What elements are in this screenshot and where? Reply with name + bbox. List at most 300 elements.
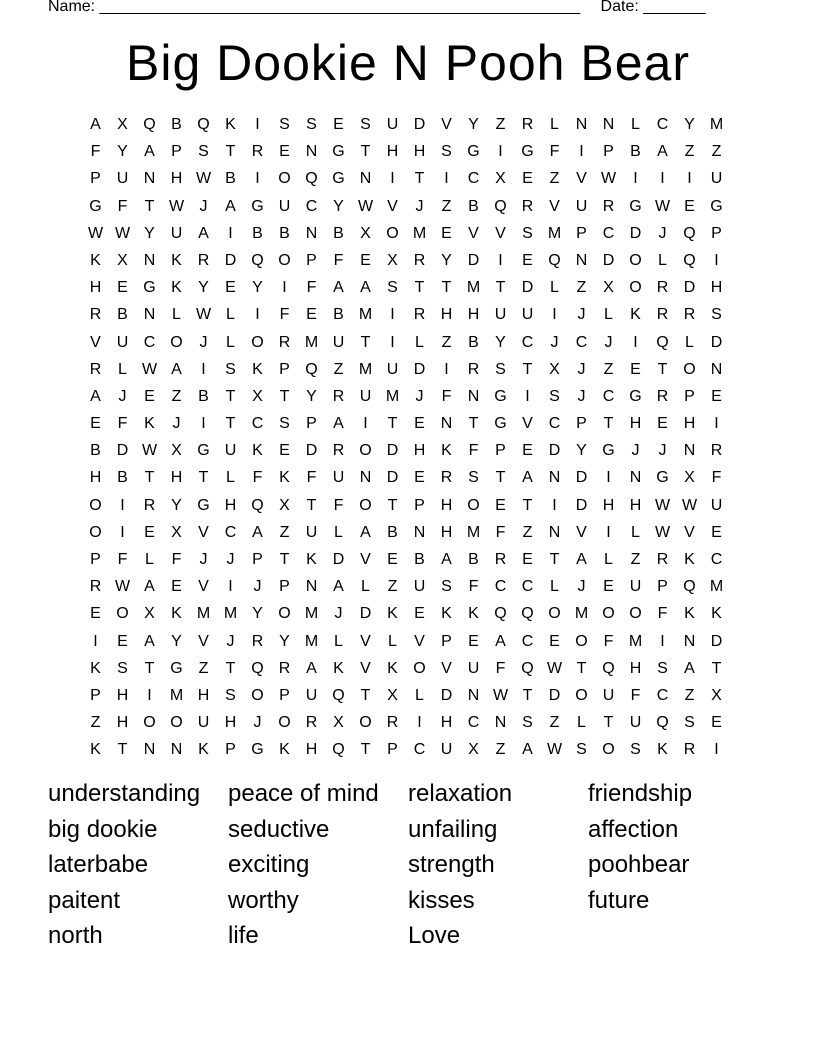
- grid-letter: M: [709, 116, 724, 133]
- grid-letter: V: [576, 523, 587, 541]
- grid-letter: M: [223, 605, 238, 623]
- grid-letter: S: [225, 686, 236, 704]
- grid-letter: F: [279, 306, 290, 324]
- grid-letter: F: [306, 469, 317, 487]
- grid-letter: N: [629, 469, 642, 487]
- grid-letter: Z: [684, 143, 695, 161]
- grid-letter: K: [684, 605, 695, 623]
- grid-letter: L: [550, 116, 559, 133]
- grid-letter: S: [711, 306, 722, 324]
- grid-letter: N: [548, 523, 561, 541]
- word-list-item: strength: [408, 851, 495, 879]
- grid-letter: P: [684, 387, 695, 405]
- grid-letter: Q: [332, 686, 345, 704]
- grid-letter: A: [225, 197, 236, 215]
- grid-letter: S: [387, 279, 398, 297]
- grid-letter: C: [494, 578, 507, 596]
- grid-letter: A: [522, 469, 533, 487]
- grid-letter: Q: [197, 116, 210, 133]
- grid-letter: X: [333, 714, 344, 732]
- grid-letter: X: [117, 116, 128, 133]
- grid-letter: L: [172, 306, 181, 324]
- grid-letter: C: [467, 170, 480, 188]
- grid-letter: L: [334, 632, 343, 650]
- grid-letter: X: [495, 170, 506, 188]
- word-list-item: poohbear: [588, 851, 690, 879]
- grid-letter: R: [278, 659, 291, 677]
- grid-letter: K: [387, 659, 398, 677]
- grid-letter: M: [304, 605, 319, 623]
- grid-letter: P: [414, 496, 425, 514]
- grid-letter: B: [387, 523, 398, 541]
- grid-letter: P: [576, 415, 587, 433]
- grid-letter: E: [144, 387, 155, 405]
- grid-letter: Y: [198, 279, 209, 297]
- grid-letter: C: [656, 116, 669, 133]
- grid-letter: W: [114, 578, 131, 596]
- grid-letter: Y: [468, 116, 479, 133]
- grid-letter: N: [467, 387, 480, 405]
- grid-letter: Q: [251, 496, 264, 514]
- grid-letter: K: [144, 415, 155, 433]
- grid-letter: I: [633, 170, 638, 188]
- grid-letter: N: [143, 170, 156, 188]
- grid-letter: U: [170, 224, 183, 242]
- grid-letter: Y: [441, 251, 452, 269]
- grid-letter: D: [332, 551, 345, 568]
- grid-letter: J: [577, 578, 586, 596]
- grid-letter: S: [657, 659, 668, 677]
- grid-letter: E: [387, 551, 398, 568]
- grid-letter: Z: [576, 279, 587, 297]
- grid-letter: D: [413, 116, 426, 133]
- grid-letter: U: [413, 578, 426, 596]
- grid-letter: T: [495, 279, 506, 297]
- grid-letter: O: [170, 714, 183, 732]
- grid-letter: C: [710, 551, 723, 568]
- grid-letter: W: [654, 496, 671, 514]
- grid-letter: O: [359, 714, 372, 732]
- grid-letter: M: [412, 224, 427, 242]
- grid-letter: C: [602, 387, 615, 405]
- grid-letter: U: [575, 197, 588, 215]
- grid-letter: X: [711, 686, 722, 704]
- grid-letter: A: [333, 415, 344, 433]
- grid-letter: G: [602, 442, 615, 460]
- grid-letter: I: [417, 714, 422, 732]
- grid-letter: V: [198, 523, 209, 541]
- word-list-item: understanding: [48, 780, 201, 807]
- grid-letter: R: [251, 632, 264, 650]
- grid-letter: G: [467, 143, 480, 161]
- grid-letter: I: [255, 306, 260, 324]
- word-list: [48, 776, 768, 954]
- grid-letter: E: [117, 279, 128, 297]
- grid-letter: P: [441, 632, 452, 650]
- grid-letter: L: [604, 551, 613, 568]
- grid-letter: J: [577, 360, 586, 378]
- grid-letter: K: [171, 251, 182, 269]
- grid-letter: Y: [144, 224, 155, 242]
- grid-letter: A: [360, 523, 371, 541]
- grid-letter: E: [414, 469, 425, 487]
- grid-letter: U: [359, 387, 372, 405]
- grid-letter: L: [226, 469, 235, 487]
- grid-letter: X: [279, 496, 290, 514]
- grid-letter: D: [548, 686, 561, 704]
- grid-letter: U: [710, 496, 723, 514]
- grid-letter: R: [494, 551, 507, 568]
- grid-letter: O: [629, 605, 642, 623]
- grid-letter: U: [710, 170, 723, 188]
- grid-letter: J: [172, 415, 181, 433]
- grid-letter: T: [468, 415, 479, 433]
- grid-letter: B: [117, 306, 128, 324]
- grid-letter: F: [117, 551, 128, 568]
- grid-letter: O: [602, 605, 615, 623]
- grid-letter: U: [116, 333, 129, 351]
- grid-letter: T: [225, 143, 236, 161]
- grid-letter: C: [656, 686, 669, 704]
- grid-letter: A: [495, 632, 506, 650]
- grid-letter: X: [387, 251, 398, 269]
- grid-letter: T: [360, 741, 371, 759]
- grid-letter: C: [305, 197, 318, 215]
- grid-letter: G: [710, 197, 723, 215]
- grid-letter: X: [468, 741, 479, 759]
- grid-letter: H: [305, 741, 318, 759]
- grid-letter: I: [579, 143, 584, 161]
- grid-letter: B: [630, 143, 641, 161]
- grid-letter: L: [388, 632, 397, 650]
- grid-letter: P: [306, 415, 317, 433]
- grid-letter: K: [279, 469, 290, 487]
- word-list-item: worthy: [228, 886, 299, 914]
- grid-letter: R: [413, 251, 426, 269]
- grid-letter: H: [89, 469, 102, 487]
- grid-letter: S: [306, 116, 317, 133]
- grid-letter: Q: [521, 659, 534, 677]
- grid-letter: V: [414, 632, 425, 650]
- grid-letter: I: [390, 306, 395, 324]
- grid-letter: O: [116, 605, 129, 623]
- grid-letter: I: [282, 279, 287, 297]
- grid-letter: D: [386, 469, 399, 487]
- grid-letter: U: [224, 442, 237, 460]
- grid-letter: C: [548, 415, 561, 433]
- grid-letter: V: [360, 659, 371, 677]
- grid-letter: Z: [333, 360, 344, 378]
- grid-letter: Y: [576, 442, 587, 460]
- grid-letter: P: [90, 686, 101, 704]
- grid-letter: L: [631, 116, 640, 133]
- grid-letter: A: [252, 523, 263, 541]
- grid-letter: M: [628, 632, 643, 650]
- grid-letter: V: [495, 224, 506, 242]
- grid-letter: E: [657, 415, 668, 433]
- grid-letter: I: [363, 415, 368, 433]
- grid-letter: H: [710, 279, 723, 297]
- grid-letter: V: [522, 415, 533, 433]
- grid-letter: O: [170, 333, 183, 351]
- grid-letter: W: [114, 224, 131, 242]
- grid-letter: R: [440, 469, 453, 487]
- grid-letter: T: [387, 496, 398, 514]
- grid-letter: I: [390, 333, 395, 351]
- grid-letter: H: [602, 496, 615, 514]
- grid-letter: V: [90, 333, 101, 351]
- grid-letter: U: [278, 197, 291, 215]
- grid-letter: L: [415, 333, 424, 351]
- grid-letter: N: [710, 360, 723, 378]
- grid-letter: U: [116, 170, 129, 188]
- grid-letter: N: [602, 116, 615, 133]
- grid-letter: J: [415, 197, 424, 215]
- grid-letter: E: [90, 605, 101, 623]
- grid-letter: B: [468, 197, 479, 215]
- grid-letter: G: [143, 279, 156, 297]
- grid-letter: J: [226, 632, 235, 650]
- grid-letter: C: [467, 714, 480, 732]
- grid-letter: R: [89, 306, 102, 324]
- grid-letter: K: [441, 442, 452, 460]
- grid-letter: U: [629, 578, 642, 596]
- grid-letter: O: [413, 659, 426, 677]
- grid-letter: P: [225, 741, 236, 759]
- word-list-item: paitent: [48, 886, 121, 914]
- grid-letter: J: [658, 224, 667, 242]
- grid-letter: D: [116, 442, 129, 460]
- grid-letter: X: [684, 469, 695, 487]
- grid-letter: A: [522, 741, 533, 759]
- grid-letter: F: [333, 251, 344, 269]
- word-list-item: friendship: [588, 780, 693, 807]
- grid-letter: Q: [251, 659, 264, 677]
- grid-letter: T: [522, 496, 533, 514]
- grid-letter: M: [574, 605, 589, 623]
- grid-letter: V: [360, 551, 371, 568]
- grid-letter: W: [546, 741, 563, 759]
- grid-letter: A: [171, 360, 182, 378]
- grid-letter: K: [90, 251, 101, 269]
- grid-letter: W: [681, 496, 698, 514]
- grid-letter: P: [279, 360, 290, 378]
- grid-letter: I: [444, 360, 449, 378]
- word-list-item: seductive: [228, 815, 330, 843]
- grid-letter: V: [441, 116, 452, 133]
- grid-letter: S: [549, 387, 560, 405]
- grid-letter: Z: [90, 714, 101, 732]
- grid-letter: N: [440, 415, 453, 433]
- grid-letter: T: [522, 360, 533, 378]
- grid-letter: T: [225, 387, 236, 405]
- grid-letter: L: [550, 279, 559, 297]
- grid-letter: B: [171, 116, 182, 133]
- grid-letter: I: [228, 224, 233, 242]
- grid-letter: O: [359, 442, 372, 460]
- grid-letter: Z: [549, 714, 560, 732]
- grid-letter: T: [117, 741, 128, 759]
- grid-letter: T: [414, 170, 425, 188]
- grid-letter: E: [144, 523, 155, 541]
- grid-letter: T: [225, 415, 236, 433]
- grid-letter: E: [117, 632, 128, 650]
- grid-letter: R: [386, 714, 399, 732]
- grid-letter: S: [441, 143, 452, 161]
- grid-letter: P: [171, 143, 182, 161]
- grid-letter: R: [89, 360, 102, 378]
- grid-letter: I: [201, 415, 206, 433]
- grid-letter: J: [226, 551, 235, 568]
- grid-letter: U: [494, 306, 507, 324]
- grid-letter: J: [253, 578, 262, 596]
- grid-letter: J: [631, 442, 640, 460]
- grid-letter: B: [279, 224, 290, 242]
- grid-letter: A: [333, 578, 344, 596]
- grid-letter: F: [333, 496, 344, 514]
- grid-letter: R: [89, 578, 102, 596]
- grid-letter: A: [90, 387, 101, 405]
- grid-letter: J: [658, 442, 667, 460]
- grid-letter: F: [90, 143, 101, 161]
- grid-letter: F: [711, 469, 722, 487]
- grid-letter: T: [657, 360, 668, 378]
- grid-letter: L: [577, 714, 586, 732]
- grid-letter: C: [602, 224, 615, 242]
- grid-letter: I: [228, 578, 233, 596]
- grid-letter: R: [251, 143, 264, 161]
- name-field: Name: ______________________________________________________: [48, 0, 581, 15]
- grid-letter: S: [198, 143, 209, 161]
- grid-letter: A: [144, 143, 155, 161]
- grid-letter: I: [93, 632, 98, 650]
- grid-letter: I: [120, 523, 125, 541]
- grid-letter: J: [199, 333, 208, 351]
- grid-letter: E: [279, 143, 290, 161]
- grid-letter: A: [90, 116, 101, 133]
- grid-letter: K: [252, 360, 263, 378]
- grid-letter: N: [413, 523, 426, 541]
- grid-letter: U: [332, 469, 345, 487]
- grid-letter: O: [143, 714, 156, 732]
- grid-letter: Z: [549, 170, 560, 188]
- grid-letter: O: [548, 605, 561, 623]
- grid-letter: J: [334, 605, 343, 623]
- grid-letter: K: [711, 605, 722, 623]
- grid-letter: F: [306, 279, 317, 297]
- grid-letter: Y: [495, 333, 506, 351]
- grid-letter: H: [440, 496, 453, 514]
- grid-letter: A: [576, 551, 587, 568]
- grid-letter: H: [683, 415, 696, 433]
- grid-letter: O: [629, 279, 642, 297]
- grid-letter: R: [656, 387, 669, 405]
- grid-letter: X: [144, 605, 155, 623]
- grid-letter: E: [684, 197, 695, 215]
- grid-letter: Q: [521, 605, 534, 623]
- grid-letter: P: [90, 170, 101, 188]
- grid-letter: H: [440, 306, 453, 324]
- grid-letter: I: [552, 496, 557, 514]
- grid-letter: H: [440, 714, 453, 732]
- grid-letter: Q: [251, 251, 264, 269]
- grid-letter: E: [495, 496, 506, 514]
- grid-letter: S: [279, 415, 290, 433]
- grid-letter: P: [657, 578, 668, 596]
- grid-letter: N: [143, 251, 156, 269]
- grid-letter: G: [332, 143, 345, 161]
- grid-letter: V: [684, 523, 695, 541]
- grid-letter: P: [576, 224, 587, 242]
- grid-letter: E: [630, 360, 641, 378]
- grid-letter: X: [387, 686, 398, 704]
- grid-letter: Q: [548, 251, 561, 269]
- grid-letter: M: [304, 333, 319, 351]
- grid-letter: K: [441, 605, 452, 623]
- grid-letter: V: [198, 632, 209, 650]
- grid-letter: X: [549, 360, 560, 378]
- grid-letter: Q: [683, 251, 696, 269]
- grid-letter: F: [171, 551, 182, 568]
- grid-letter: Y: [171, 632, 182, 650]
- grid-letter: M: [709, 578, 724, 596]
- grid-letter: O: [602, 741, 615, 759]
- grid-letter: T: [279, 387, 290, 405]
- grid-letter: H: [224, 496, 237, 514]
- word-list-item: affection: [588, 815, 679, 843]
- grid-letter: A: [144, 578, 155, 596]
- grid-letter: K: [684, 551, 695, 568]
- grid-letter: T: [144, 197, 155, 215]
- grid-letter: M: [304, 632, 319, 650]
- grid-letter: B: [333, 306, 344, 324]
- grid-letter: I: [255, 170, 260, 188]
- grid-letter: D: [413, 360, 426, 378]
- grid-letter: I: [687, 170, 692, 188]
- grid-letter: B: [252, 224, 263, 242]
- grid-letter: N: [575, 116, 588, 133]
- grid-letter: G: [197, 442, 210, 460]
- grid-letter: Z: [495, 116, 506, 133]
- grid-letter: W: [87, 224, 104, 242]
- grid-letter: L: [334, 523, 343, 541]
- grid-letter: T: [576, 659, 587, 677]
- grid-letter: E: [522, 551, 533, 568]
- grid-letter: E: [522, 251, 533, 269]
- grid-letter: R: [305, 714, 318, 732]
- grid-letter: E: [414, 605, 425, 623]
- grid-letter: R: [602, 197, 615, 215]
- grid-letter: F: [495, 523, 506, 541]
- grid-letter: S: [225, 360, 236, 378]
- grid-letter: K: [657, 741, 668, 759]
- grid-letter: L: [604, 306, 613, 324]
- grid-letter: Y: [252, 605, 263, 623]
- grid-letter: T: [225, 659, 236, 677]
- grid-letter: R: [521, 116, 534, 133]
- grid-letter: B: [225, 170, 236, 188]
- date-field: Date: _______: [600, 0, 706, 15]
- grid-letter: G: [521, 143, 534, 161]
- grid-letter: A: [333, 279, 344, 297]
- grid-letter: O: [278, 714, 291, 732]
- grid-letter: D: [305, 442, 318, 460]
- grid-letter: X: [603, 279, 614, 297]
- grid-letter: I: [201, 360, 206, 378]
- grid-letter: D: [710, 632, 723, 650]
- grid-letter: U: [332, 333, 345, 351]
- grid-letter: Y: [306, 387, 317, 405]
